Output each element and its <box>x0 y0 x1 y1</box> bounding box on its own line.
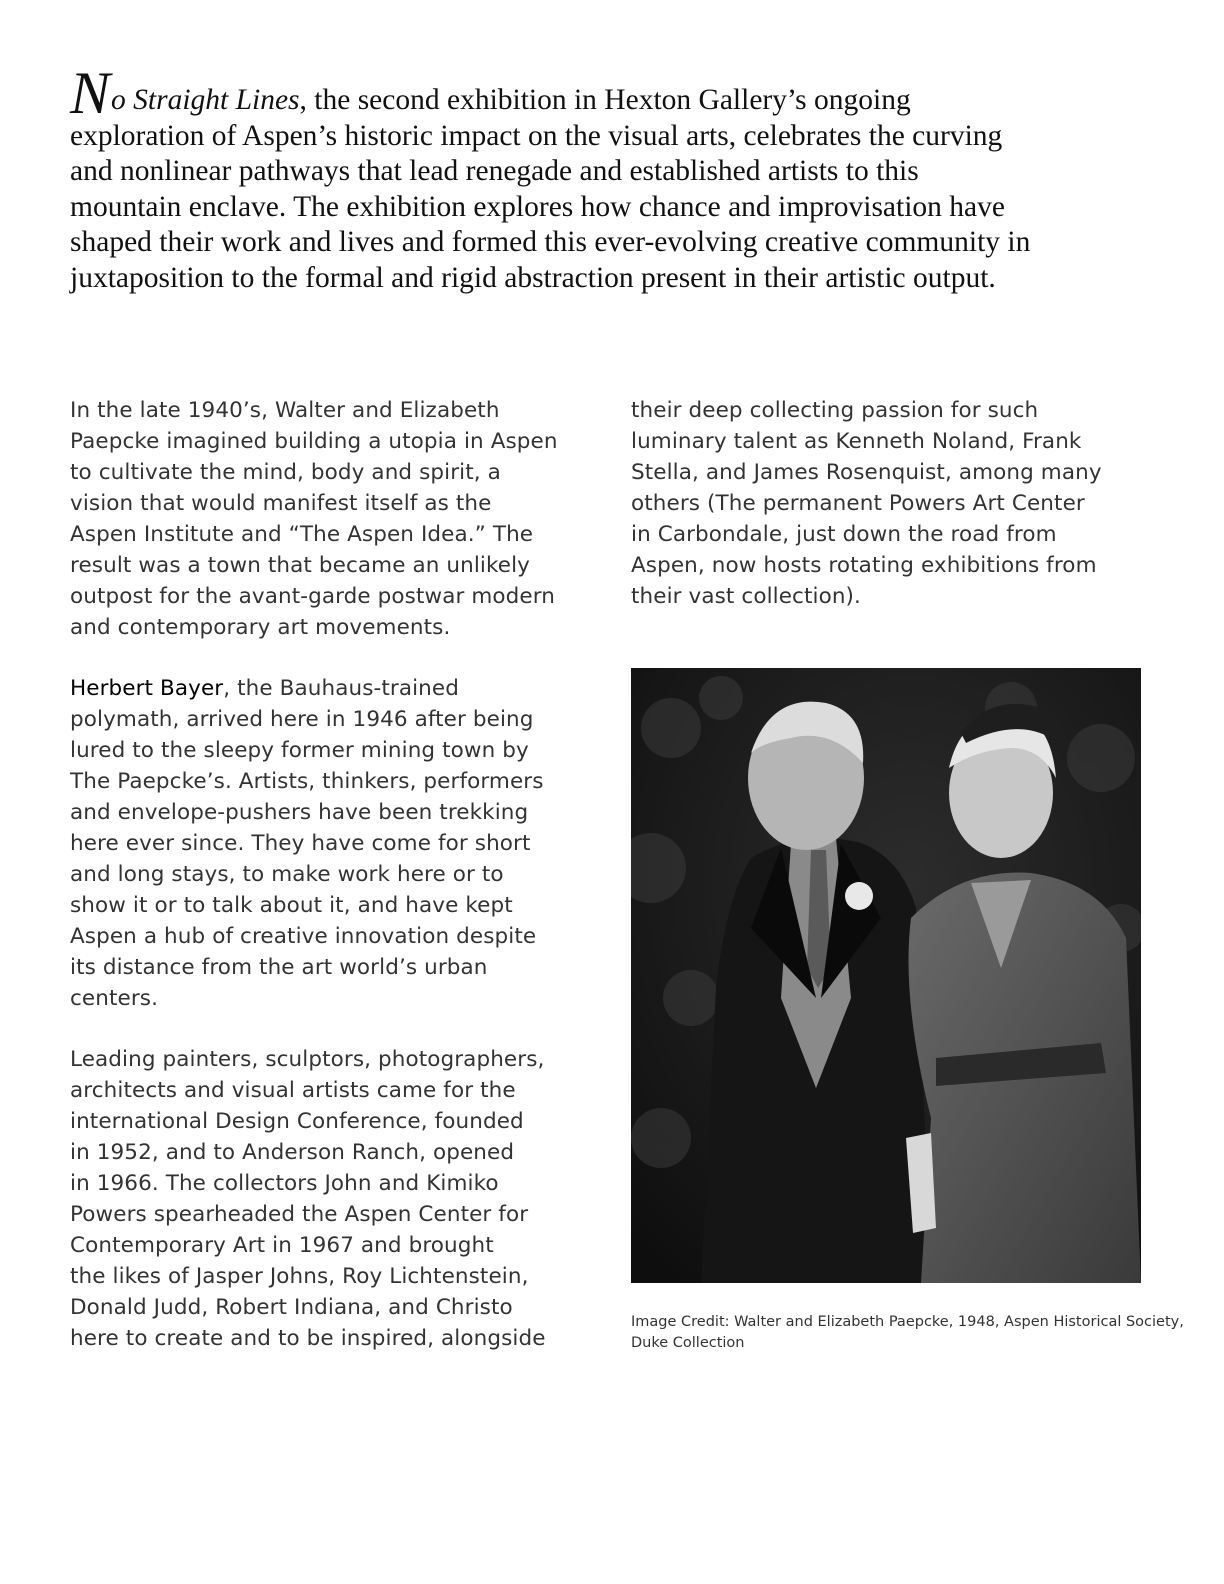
text-line: Aspen Institute and “The Aspen Idea.” The <box>70 522 534 547</box>
drop-cap: N <box>70 60 111 126</box>
text-line: Aspen a hub of creative innovation despite <box>70 924 537 949</box>
text-line: their deep collecting passion for such <box>631 398 1039 423</box>
text-line: architects and visual artists came for the <box>70 1078 516 1103</box>
text-line: Contemporary Art in 1967 and brought <box>70 1233 494 1258</box>
text-line: polymath, arrived here in 1946 after being <box>70 707 534 732</box>
right-column <box>631 395 1151 642</box>
text-line: others (The permanent Powers Art Center <box>631 491 1085 516</box>
paragraph-herbert-bayer <box>70 673 595 1014</box>
text-line: outpost for the avant-garde postwar modern <box>70 584 555 609</box>
text-line: The Paepcke’s. Artists, thinkers, performers <box>70 769 544 794</box>
text-line: international Design Conference, founded <box>70 1109 524 1134</box>
text-line: result was a town that became an unlikely <box>70 553 531 578</box>
historical-photo <box>631 668 1141 1283</box>
text-line: vision that would manifest itself as the <box>70 491 492 516</box>
caption-line-1: Image Credit: Walter and Elizabeth Paepcke, 1948, Aspen Historical Society, <box>631 1314 1184 1330</box>
text-line: and long stays, to make work here or to <box>70 862 504 887</box>
intro-line-5: shaped their work and lives and formed this ever-evolving creative community in <box>70 226 1031 258</box>
left-column <box>70 395 595 1384</box>
text-line: and envelope-pushers have been trekking <box>70 800 529 825</box>
intro-line-1-rest: , the second exhibition in Hexton Gallery’s ongoing <box>299 84 911 116</box>
text-line: its distance from the art world’s urban <box>70 955 488 980</box>
text-line: Leading painters, sculptors, photographers, <box>70 1047 545 1072</box>
text-line: Paepcke imagined building a utopia in Aspen <box>70 429 558 454</box>
image-caption <box>631 1312 1184 1354</box>
text-line <box>70 673 595 704</box>
intro-line-4: mountain enclave. The exhibition explores how chance and improvisation have <box>70 190 1005 223</box>
text-line: lured to the sleepy former mining town by <box>70 738 529 763</box>
text-line: their vast collection). <box>631 584 861 609</box>
text-line: in Carbondale, just down the road from <box>631 522 1057 547</box>
text-line: centers. <box>70 986 159 1011</box>
paragraph-collecting-passion <box>631 395 1151 612</box>
intro-paragraph <box>70 60 1160 296</box>
text-line: luminary talent as Kenneth Noland, Frank <box>631 429 1082 454</box>
intro-line-6: juxtaposition to the formal and rigid abstraction present in their artistic output. <box>70 261 996 294</box>
caption-line-2: Duke Collection <box>631 1335 745 1351</box>
herbert-bayer-name: Herbert Bayer <box>70 676 224 701</box>
text-line: Aspen, now hosts rotating exhibitions from <box>631 553 1097 578</box>
text-line: here ever since. They have come for short <box>70 831 531 856</box>
paragraph-paepcke-utopia <box>70 395 595 643</box>
photo-illustration <box>631 668 1141 1283</box>
text-line: here to create and to be inspired, alongside <box>70 1326 546 1351</box>
text-line: and contemporary art movements. <box>70 615 451 640</box>
intro-line-1 <box>70 60 1160 126</box>
exhibition-title: o Straight Lines <box>111 84 300 116</box>
text-line: the likes of Jasper Johns, Roy Lichtenstein, <box>70 1264 529 1289</box>
text-line: in 1966. The collectors John and Kimiko <box>70 1171 499 1196</box>
intro-line-3: and nonlinear pathways that lead renegade and established artists to this <box>70 155 919 187</box>
text-line: in 1952, and to Anderson Ranch, opened <box>70 1140 515 1165</box>
paragraph-leading-artists <box>70 1044 595 1354</box>
text-line: In the late 1940’s, Walter and Elizabeth <box>70 398 500 423</box>
text-line: Stella, and James Rosenquist, among many <box>631 460 1102 485</box>
intro-line-2: exploration of Aspen’s historic impact on the visual arts, celebrates the curving <box>70 119 1003 152</box>
text-line: to cultivate the mind, body and spirit, a <box>70 460 501 485</box>
text-fragment: , the Bauhaus-trained <box>223 676 459 701</box>
text-line: Powers spearheaded the Aspen Center for <box>70 1202 529 1227</box>
text-line: show it or to talk about it, and have kept <box>70 893 513 918</box>
text-line: Donald Judd, Robert Indiana, and Christo <box>70 1295 513 1320</box>
